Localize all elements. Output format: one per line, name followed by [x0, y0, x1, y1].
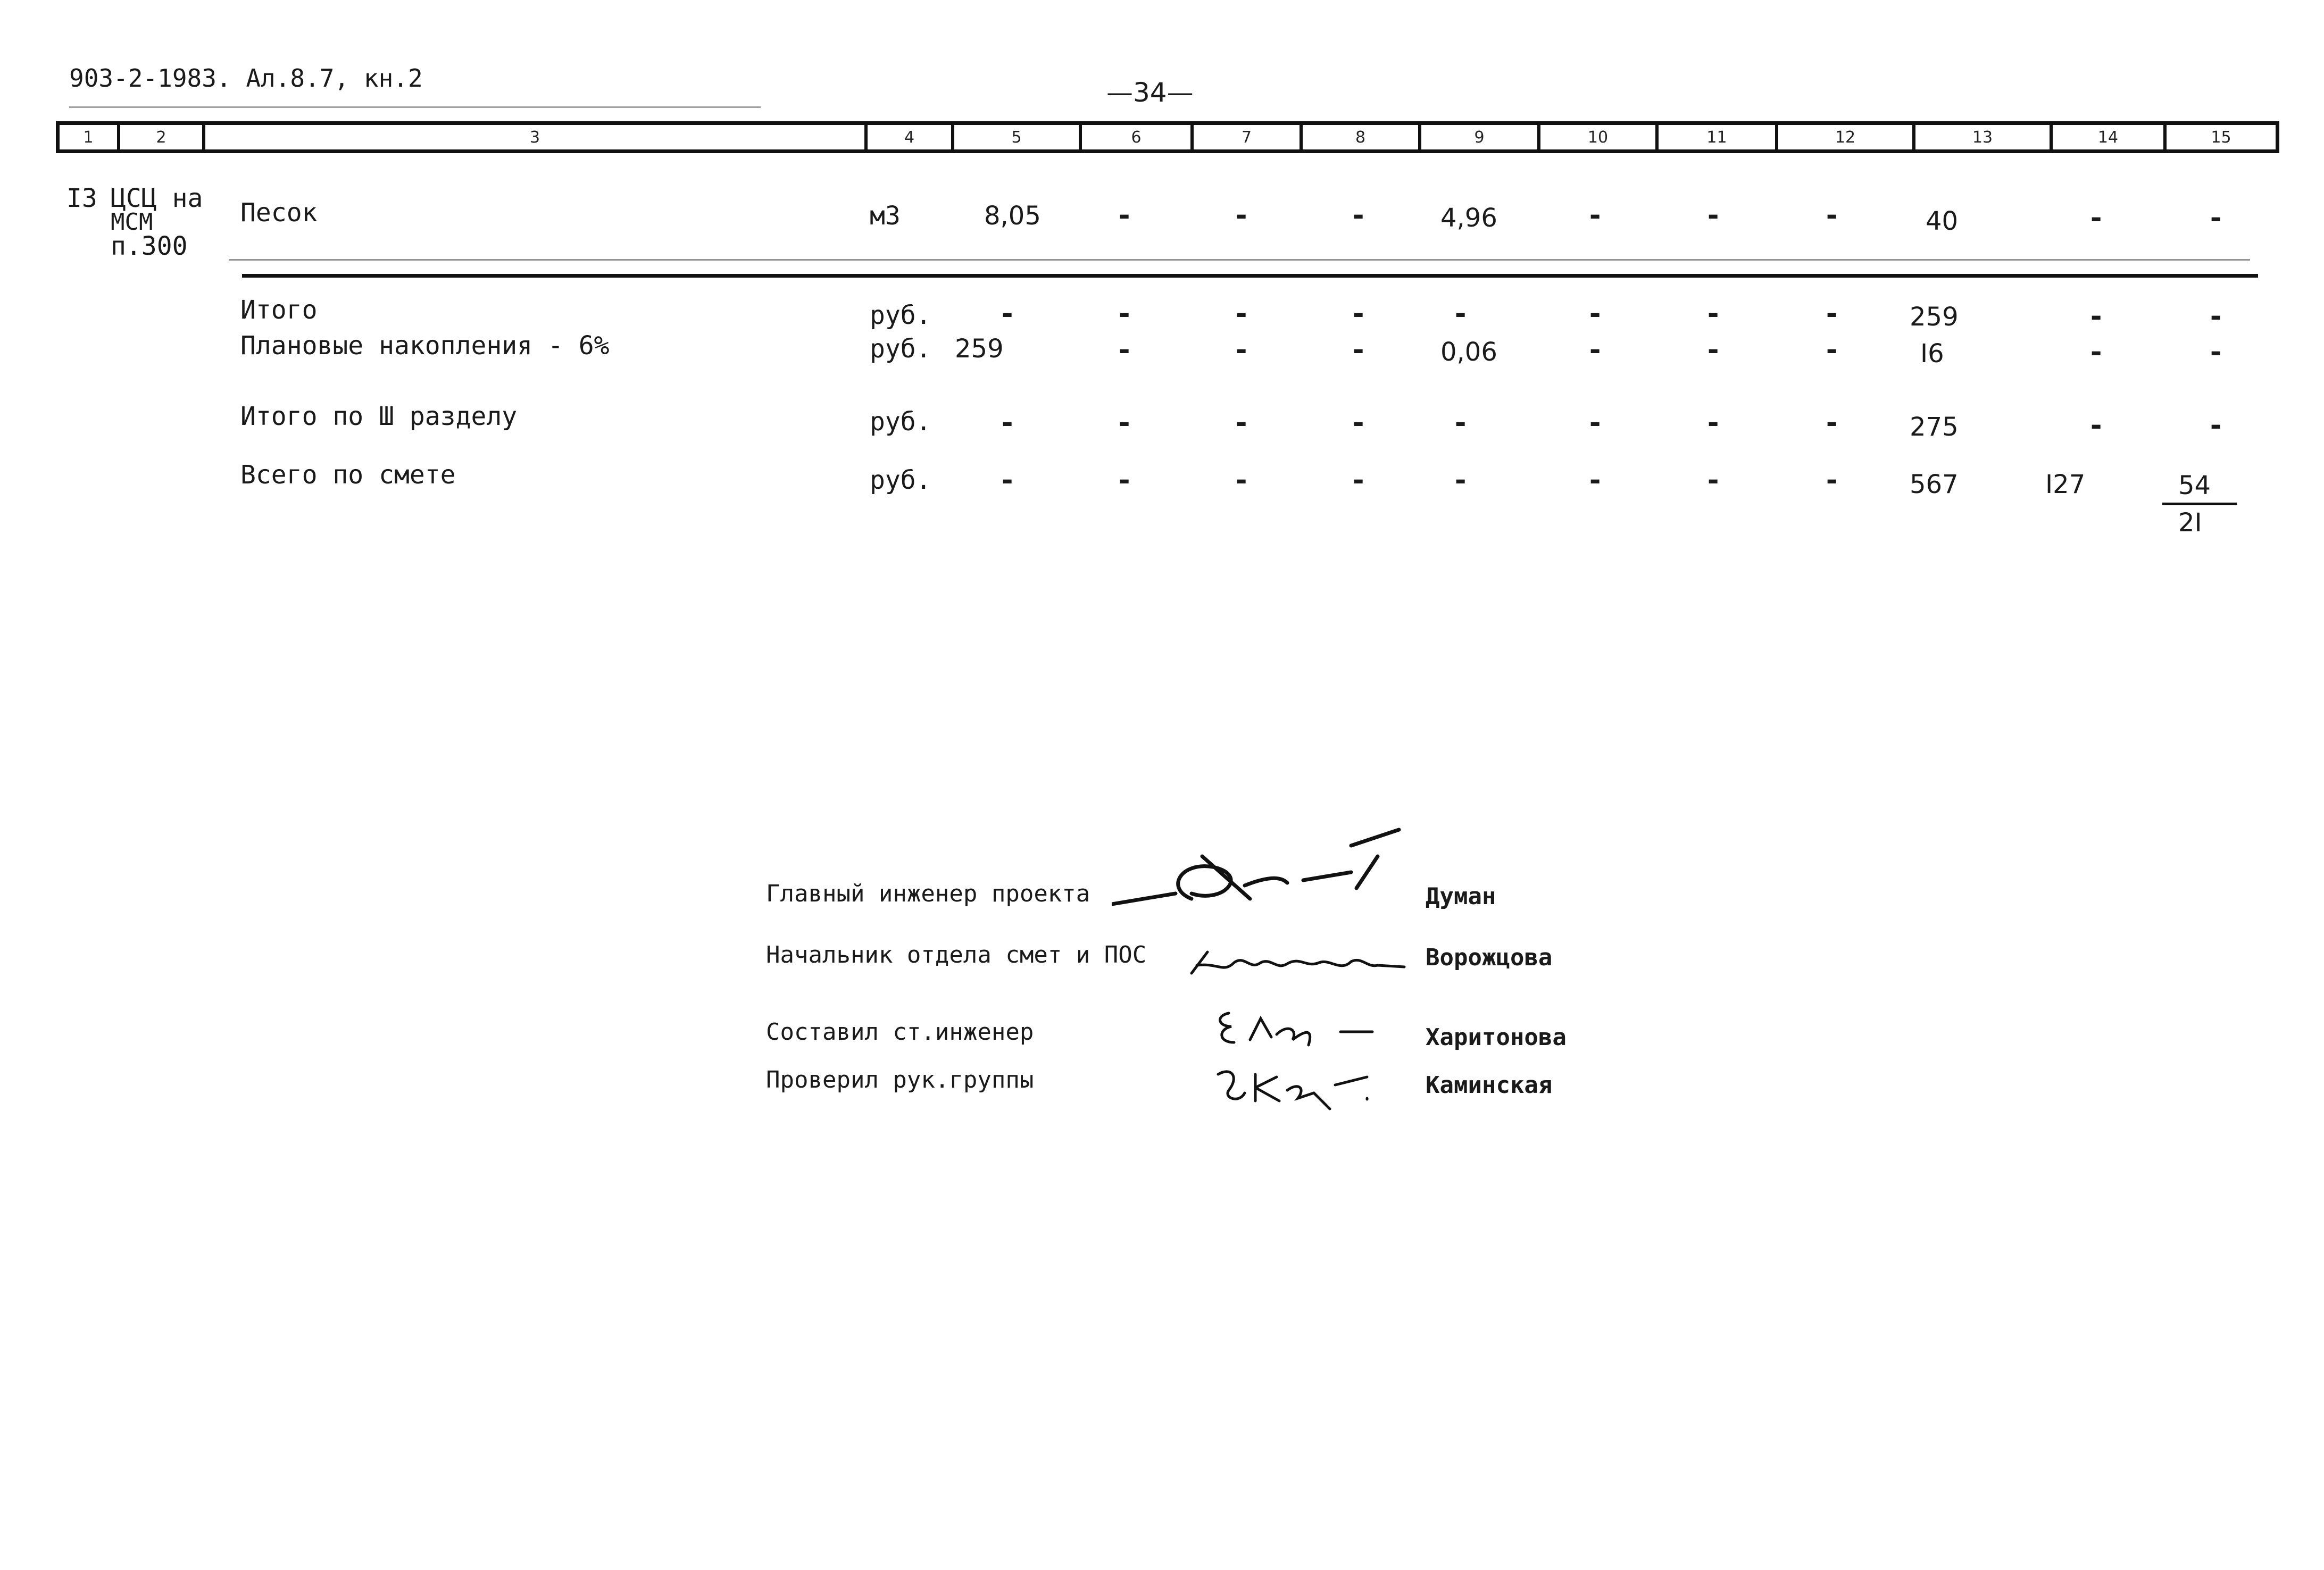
item-col13: 40: [1926, 206, 1959, 236]
signature-title: Главный инженер проекта: [766, 880, 1090, 907]
column-number: 11: [1655, 125, 1775, 149]
column-number: 8: [1300, 125, 1418, 149]
column-number: 10: [1537, 125, 1655, 149]
document-code: 903-2-1983. Ал.8.7, кн.2: [69, 64, 423, 93]
summary-col7: -: [1233, 334, 1250, 366]
summary-col5: 259: [955, 334, 1004, 364]
column-number: 3: [202, 125, 864, 149]
column-number: 12: [1775, 125, 1912, 149]
item-col12: -: [1823, 199, 1840, 231]
summary-col12: -: [1823, 298, 1840, 330]
summary-col15-denominator: 2I: [2178, 508, 2202, 538]
column-number: 2: [117, 125, 202, 149]
section-rule: [242, 274, 2258, 278]
handwritten-signature: [1213, 1003, 1383, 1056]
summary-col7: -: [1233, 464, 1250, 496]
handwritten-signature: [1186, 941, 1410, 989]
summary-label: Плановые накопления - 6%: [240, 331, 610, 361]
item-code: п.300: [111, 231, 188, 261]
summary-col15: -: [2208, 336, 2225, 368]
summary-label: Всего по смете: [240, 460, 456, 490]
column-number: 5: [951, 125, 1079, 149]
summary-unit: руб.: [870, 465, 931, 495]
summary-col15-numerator: 54: [2178, 471, 2211, 500]
summary-col6: -: [1116, 298, 1133, 330]
summary-col14: -: [2088, 410, 2105, 441]
handwritten-signature: [1112, 824, 1410, 920]
page-number: —34—: [1106, 77, 1194, 108]
summary-col8: -: [1350, 298, 1367, 330]
summary-unit: руб.: [870, 334, 931, 364]
summary-col10: -: [1587, 334, 1604, 366]
summary-col15: -: [2208, 300, 2225, 332]
summary-col5: -: [999, 464, 1016, 496]
item-col10: -: [1587, 199, 1604, 231]
signature-name: Думан: [1426, 883, 1496, 910]
item-col9: 4,96: [1440, 203, 1497, 233]
summary-col15: -: [2208, 410, 2225, 441]
summary-col14: -: [2088, 300, 2105, 332]
summary-col9: -: [1452, 407, 1469, 439]
column-number: 7: [1190, 125, 1300, 149]
summary-unit: руб.: [870, 300, 931, 330]
summary-col8: -: [1350, 464, 1367, 496]
item-number: I3: [66, 183, 97, 213]
summary-col13: 567: [1910, 470, 1959, 499]
summary-col9: 0,06: [1440, 337, 1497, 367]
column-number: 15: [2163, 125, 2276, 149]
signature-title: Составил ст.инженер: [766, 1018, 1034, 1046]
summary-col13: 259: [1910, 302, 1959, 332]
signature-name: Каминская: [1426, 1072, 1553, 1099]
summary-col8: -: [1350, 407, 1367, 439]
summary-col11: -: [1705, 334, 1722, 366]
header-rule: [69, 106, 761, 108]
fraction-bar: [2162, 503, 2237, 505]
summary-col6: -: [1116, 464, 1133, 496]
signature-name: Ворожцова: [1426, 944, 1553, 971]
column-number-bar: [56, 121, 2279, 153]
item-name: Песок: [240, 198, 318, 228]
summary-col12: -: [1823, 464, 1840, 496]
summary-label: Итого по Ш разделу: [240, 402, 518, 431]
summary-col10: -: [1587, 298, 1604, 330]
summary-col9: -: [1452, 298, 1469, 330]
item-col8: -: [1350, 199, 1367, 231]
item-col11: -: [1705, 199, 1722, 231]
summary-col12: -: [1823, 334, 1840, 366]
summary-unit: руб.: [870, 407, 931, 437]
column-number: 14: [2050, 125, 2163, 149]
column-number: 13: [1912, 125, 2050, 149]
summary-col11: -: [1705, 407, 1722, 439]
summary-col9: -: [1452, 464, 1469, 496]
item-col14: -: [2088, 202, 2105, 234]
summary-col5: -: [999, 407, 1016, 439]
summary-col11: -: [1705, 298, 1722, 330]
summary-col8: -: [1350, 334, 1367, 366]
summary-label: Итого: [240, 295, 318, 325]
item-code: ЦСЦ на: [111, 183, 203, 213]
summary-col10: -: [1587, 407, 1604, 439]
signature-name: Харитонова: [1426, 1024, 1567, 1051]
item-col5: 8,05: [984, 201, 1041, 231]
summary-col6: -: [1116, 334, 1133, 366]
summary-col6: -: [1116, 407, 1133, 439]
column-number: 1: [83, 128, 94, 147]
signature-title: Проверил рук.группы: [766, 1066, 1034, 1093]
item-col6: -: [1116, 199, 1133, 231]
summary-col12: -: [1823, 407, 1840, 439]
signature-title: Начальник отдела смет и ПОС: [766, 941, 1147, 968]
item-unit: м3: [870, 201, 901, 231]
column-number: 4: [864, 125, 951, 149]
column-number: 6: [1079, 125, 1190, 149]
summary-col7: -: [1233, 407, 1250, 439]
summary-col14: I27: [2045, 470, 2086, 499]
summary-col5: -: [999, 298, 1016, 330]
item-code: МСМ: [111, 208, 153, 236]
summary-col11: -: [1705, 464, 1722, 496]
column-number: 9: [1418, 125, 1537, 149]
summary-col14: -: [2088, 336, 2105, 368]
summary-col7: -: [1233, 298, 1250, 330]
thin-rule: [229, 259, 2250, 261]
summary-col13: I6: [1920, 339, 1944, 369]
item-col7: -: [1233, 199, 1250, 231]
handwritten-signature: [1207, 1061, 1378, 1120]
summary-col13: 275: [1910, 412, 1959, 442]
item-col15: -: [2208, 202, 2225, 234]
summary-col10: -: [1587, 464, 1604, 496]
